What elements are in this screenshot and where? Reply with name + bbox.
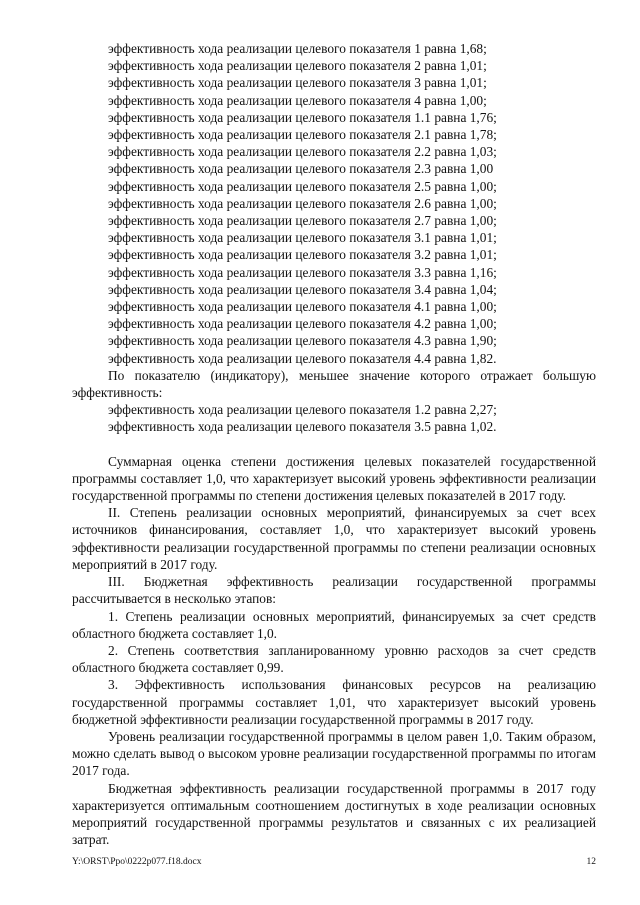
list-item: эффективность хода реализации целевого показателя 2.2 равна 1,03; — [108, 144, 497, 160]
paragraph: Бюджетная эффективность реализации государственной программы в 2017 году характеризуется оптимальным соотношением достигнутых в ходе реализации основных мероприятий государственной программы результатов и связанных с их реализацией затрат. — [72, 780, 596, 848]
list-item: эффективность хода реализации целевого показателя 2.1 равна 1,78; — [108, 127, 497, 143]
page-footer — [72, 856, 596, 868]
paragraph: II. Степень реализации основных мероприятий, финансируемых за счет всех источников финансирования, составляет 1,0, что характеризует высокий уровень эффективности реализации государственной программы по степени реализации основных мероприятий в 2017 году. — [72, 505, 596, 572]
summary-paragraphs — [72, 453, 596, 849]
file-path: Y:\ORST\Ppo\0222p077.f18.docx — [72, 857, 202, 867]
paragraph: 1. Степень реализации основных мероприятий, финансируемых за счет средств областного бюджета составляет 1,0. — [72, 608, 596, 641]
indicator-intro: По показателю (индикатору), меньшее значение которого отражает большую эффективность: — [72, 367, 596, 401]
list-item: эффективность хода реализации целевого показателя 2.5 равна 1,00; — [108, 178, 497, 194]
paragraph: 3. Эффективность использования финансовых ресурсов на реализацию государственной программы составляет 1,01, что характеризует высокий уровень бюджетной эффективности реализации государственной программы в 2017 году. — [72, 677, 596, 727]
list-item: эффективность хода реализации целевого показателя 2.3 равна 1,00 — [108, 161, 494, 177]
list-item: эффективность хода реализации целевого показателя 2.6 равна 1,00; — [108, 195, 497, 211]
spacer — [72, 436, 596, 453]
list-item: эффективность хода реализации целевого показателя 3 равна 1,01; — [108, 75, 487, 91]
list-item: эффективность хода реализации целевого показателя 1 равна 1,68; — [108, 41, 487, 56]
list-item: эффективность хода реализации целевого показателя 2.7 равна 1,00; — [108, 213, 497, 229]
list-item: эффективность хода реализации целевого показателя 3.2 равна 1,01; — [108, 247, 497, 263]
list-item: эффективность хода реализации целевого показателя 4.3 равна 1,90; — [108, 333, 497, 349]
list-item: эффективность хода реализации целевого показателя 4.2 равна 1,00; — [108, 316, 497, 332]
paragraph: III. Бюджетная эффективность реализации государственной программы рассчитывается в несколько этапов: — [72, 574, 596, 607]
efficiency-list-1 — [72, 40, 596, 367]
paragraph: 2. Степень соответствия запланированному уровню расходов за счет средств областного бюджета составляет 0,99. — [72, 642, 596, 676]
page-number: 12 — [586, 857, 596, 867]
list-item: эффективность хода реализации целевого показателя 3.3 равна 1,16; — [108, 264, 497, 280]
document-body — [72, 40, 596, 848]
list-item: эффективность хода реализации целевого показателя 3.5 равна 1,02. — [108, 419, 497, 435]
list-item: эффективность хода реализации целевого показателя 4.4 равна 1,82. — [108, 350, 497, 366]
list-item: эффективность хода реализации целевого показателя 4.1 равна 1,00; — [108, 299, 497, 315]
list-item: эффективность хода реализации целевого показателя 3.4 равна 1,04; — [108, 281, 497, 297]
list-item: эффективность хода реализации целевого показателя 2 равна 1,01; — [108, 58, 487, 74]
efficiency-list-2 — [72, 401, 596, 435]
paragraph: Уровень реализации государственной программы в целом равен 1,0. Таким образом, можно сделать вывод о высоком уровне реализации государственной программы по итогам 2017 года. — [72, 728, 596, 779]
list-item: эффективность хода реализации целевого показателя 1.2 равна 2,27; — [108, 402, 497, 418]
list-item: эффективность хода реализации целевого показателя 1.1 равна 1,76; — [108, 109, 497, 125]
list-item: эффективность хода реализации целевого показателя 3.1 равна 1,01; — [108, 230, 497, 246]
paragraph: Суммарная оценка степени достижения целевых показателей государственной программы составляет 1,0, что характеризует высокий уровень эффективности реализации государственной программы по степени достижения целевых показателей в 2017 году. — [72, 453, 596, 504]
list-item: эффективность хода реализации целевого показателя 4 равна 1,00; — [108, 92, 487, 108]
